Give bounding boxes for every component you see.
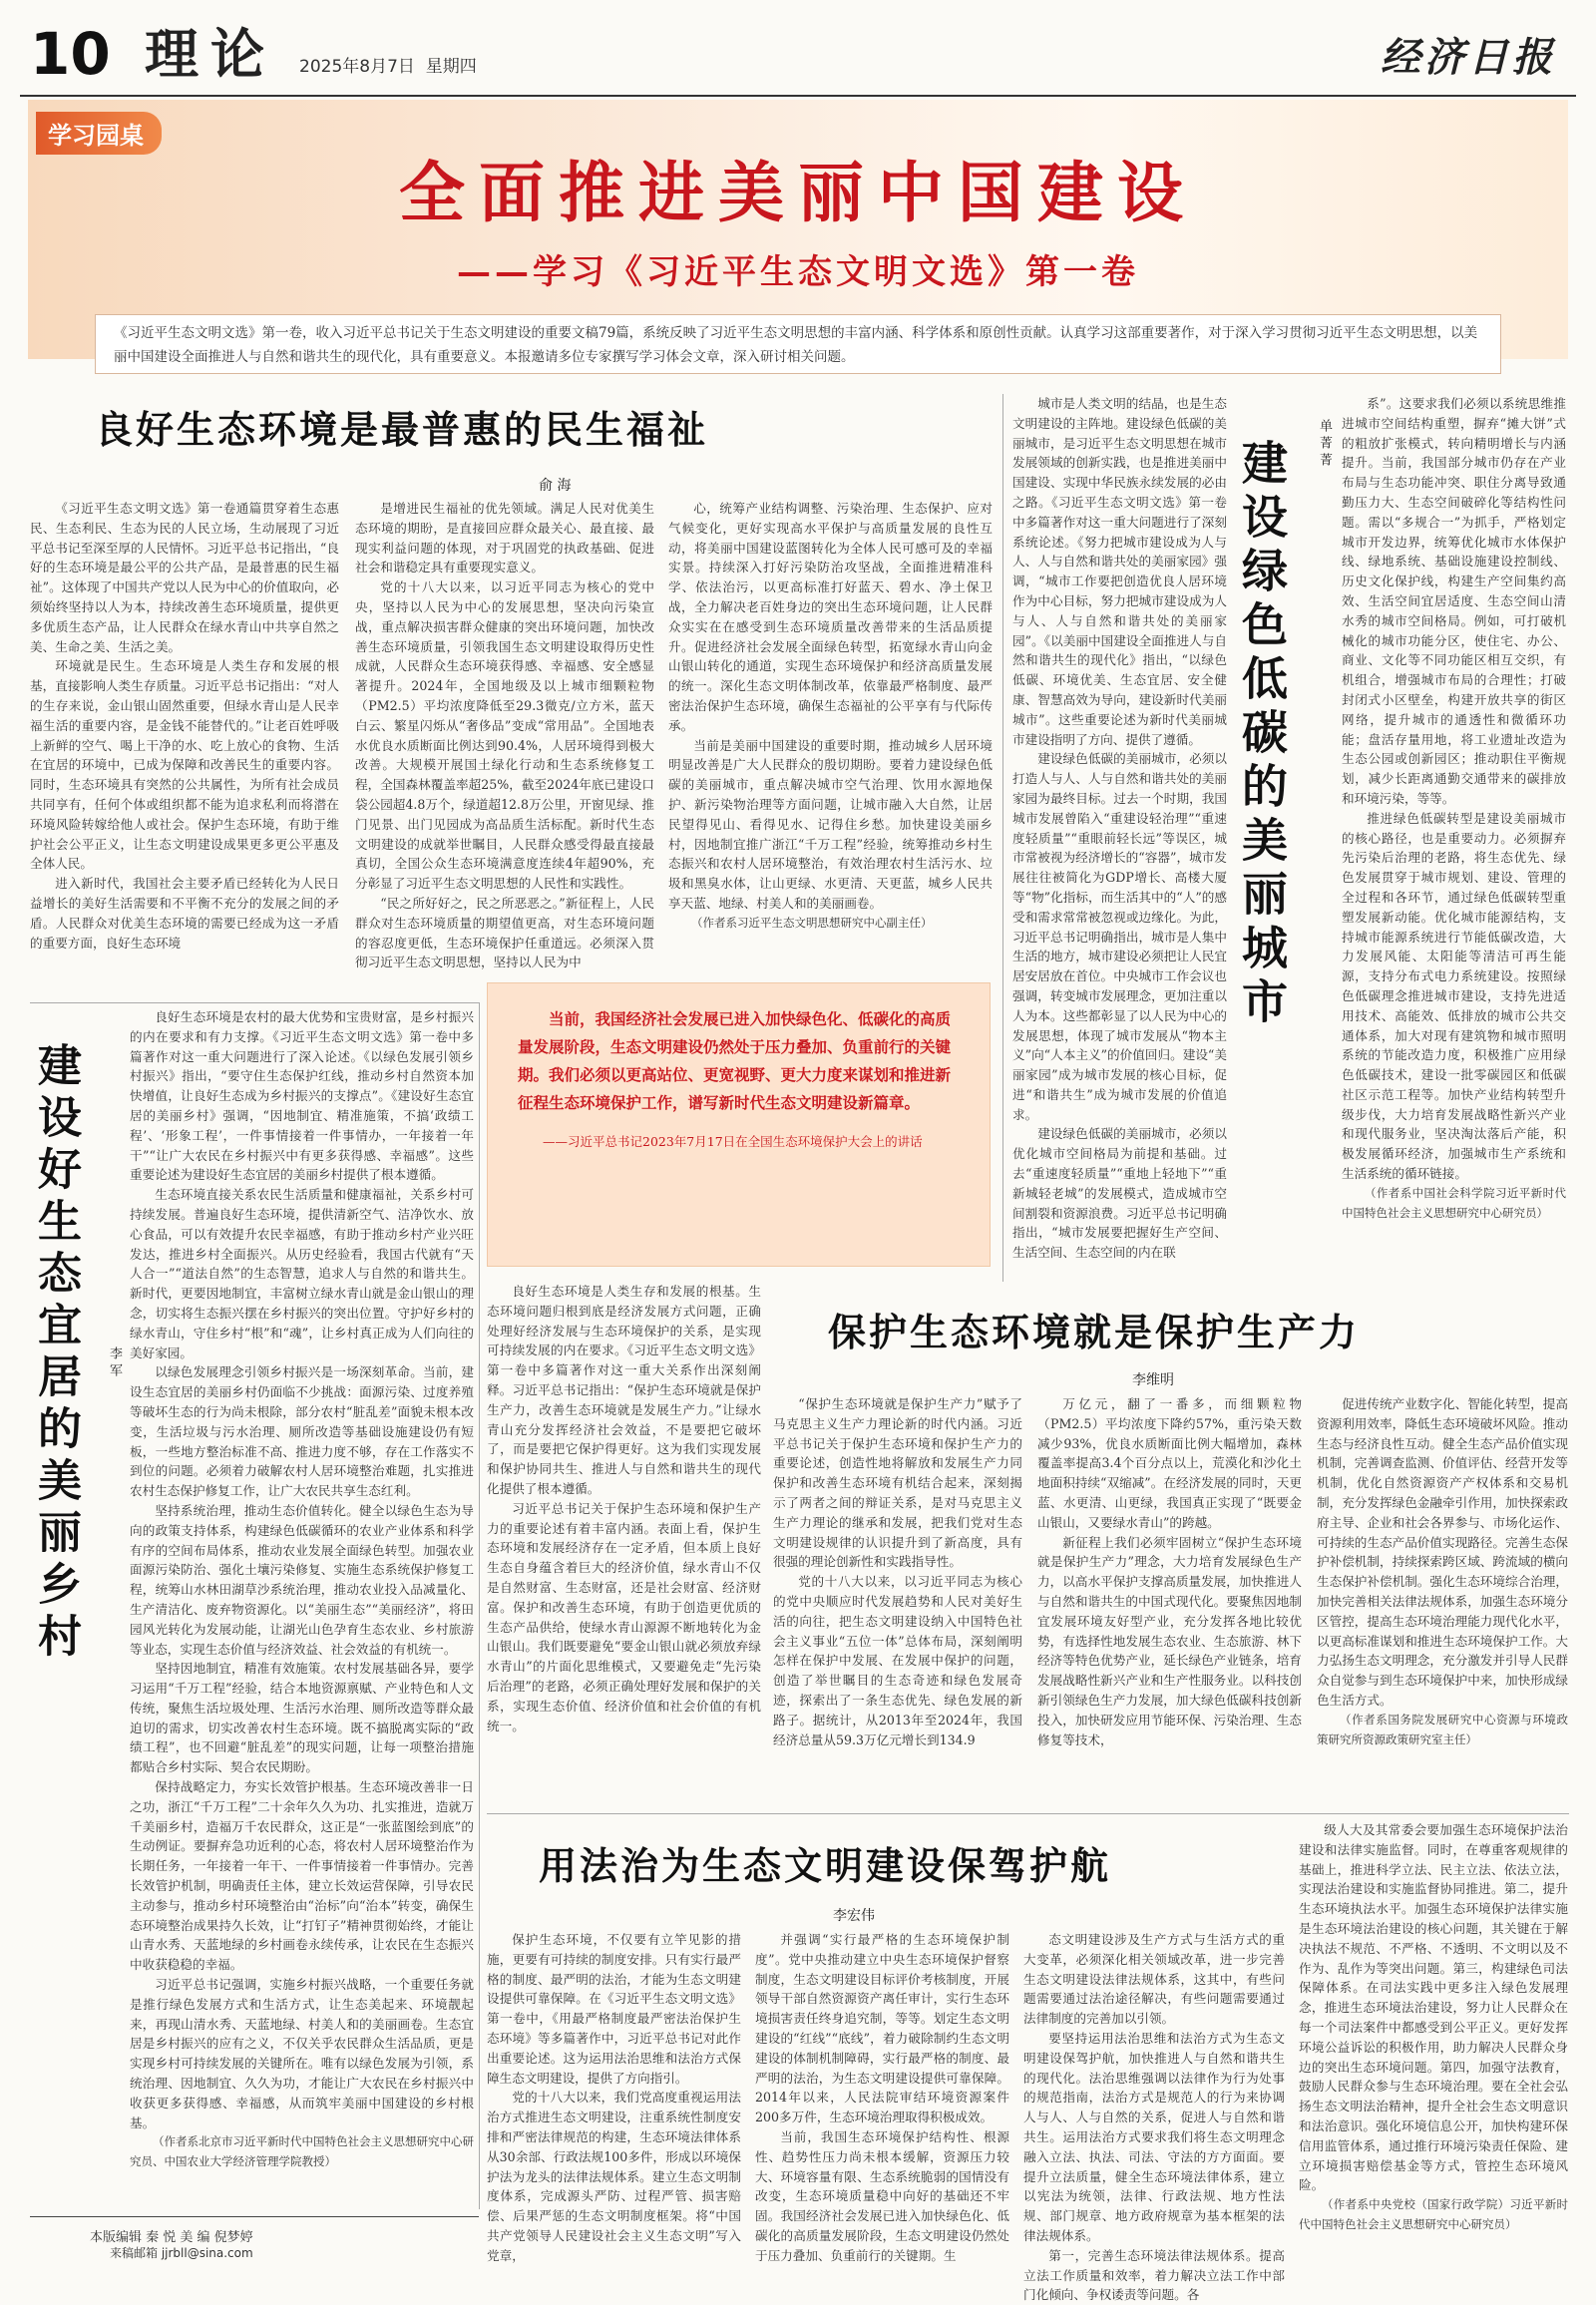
- article-1-column-1: [30, 499, 339, 992]
- paragraph: 建设绿色低碳的美丽城市，必须以优化城市空间格局为前提和基础。过去“重速度轻质量”“重地上轻地下”“重新城轻老城”的发展模式，造成城市空间割裂和资源浪费。习近平总书记明确指出，“城市发展要把握好生产空间、生活空间、生态空间的内在联: [1012, 1126, 1227, 1261]
- paragraph: 万亿元，翻了一番多，而细颗粒物（PM2.5）平均浓度下降约57%，重污染天数减少93%，优良水质断面比例大幅增加，森林覆盖率提高3.4个百分点以上，荒漠化和沙化土地面积持续“双缩减”。在经济发展的同时，天更蓝、水更清、山更绿，我国真正实现了“既要金山银山，又要绿水青山”的跨越。: [1037, 1396, 1302, 1530]
- paragraph: 当前，我国生态环境保护结构性、根源性、趋势性压力尚未根本缓解，资源压力较大、环境容量有限、生态系统脆弱的国情没有改变，生态环境质量稳中向好的基础还不牢固。我国经济社会发展已进入加快绿色化、低碳化的高质量发展阶段，生态文明建设仍然处于压力叠加、负重前行的关键期。生: [755, 2128, 1009, 2263]
- date: 2025年8月7日: [299, 57, 415, 77]
- paragraph: 保持战略定力，夯实长效管护根基。生态环境改善非一日之功，浙江“千万工程”二十余年久久为功、扎实推进，造就万千美丽乡村，造福万千农民群众，这正是“一张蓝图绘到底”的生动例证。要摒弃急功近利的心态，将农村人居环境整治作为长期任务，一年接着一年干、一件事情接着一件事情办。完善长效管护机制，明确责任主体，建立长效运营保障，引导农民主动参与，推动乡村环境整治由“治标”向“治本”转变，确保生态环境整治成果持久长效，让“打钉子”精神贯彻始终，才能让山青水秀、天蓝地绿的乡村画卷永续传承，让农民在生态振兴中收获稳稳的幸福。: [130, 1779, 474, 1973]
- article-2-column-2: [1342, 394, 1566, 1282]
- author-note: （作者系北京市习近平新时代中国特色社会主义思想研究中心研究员、中国农业大学经济管理学院教授）: [130, 2134, 474, 2169]
- paragraph: 是增进民生福祉的优先领域。满足人民对优美生态环境的期盼，是直接回应群众最关心、最直接、最现实利益问题的体现，对于巩固党的执政基础、促进社会和谐稳定具有重要现实意义。: [355, 501, 654, 576]
- editor-credit: 本版编辑 秦 悦 美 编 倪梦婷: [90, 2230, 253, 2245]
- article-2-column-1: [1012, 394, 1227, 1282]
- column-divider: [1002, 394, 1003, 1282]
- section-divider: [487, 1813, 1569, 1814]
- author-note: （作者系习近平生态文明思想研究中心副主任）: [691, 915, 933, 930]
- paragraph: 环境就是民生。生态环境是人类生存和发展的根基，直接影响人类生存质量。习近平总书记指出：“对人的生存来说，金山银山固然重要，但绿水青山是人民幸福生活的重要内容，是金钱不能替代的。”让老百姓呼吸上新鲜的空气、喝上干净的水、吃上放心的食物、生活在宜居的环境中，已成为保障和改善民生的重要内容。同时，生态环境具有突然的公共属性，为所有社会成员共同享有，任何个体或组织都不能为追求私利而将潜在环境风险转嫁给他人或社会。保护生态环境，有助于维护社会公平正义，让生态文明建设成果更多更公平惠及全体人民。: [30, 658, 339, 872]
- article-5-author: 李宏伟: [833, 1908, 875, 1924]
- paragraph: 心，统筹产业结构调整、污染治理、生态保护、应对气候变化，更好实现高水平保护与高质量发展的良性互动，将美丽中国建设蓝图转化为全体人民可感可及的幸福实景。持续深入打好污染防治攻坚战，全面推进精准科学、依法治污，以更高标准打好蓝天、碧水、净土保卫战，全力解决老百姓身边的突出生态环境问题，让人民群众实实在在感受到生态环境质量改善带来的生活品质提升。促进经济社会发展全面绿色转型，拓宽绿水青山向金山银山转化的通道，实现生态环境保护和经济高质量发展的统一。深化生态文明体制改革，依靠最严格制度、最严密法治保护生态环境，确保生态福祉的公平享有与代际传承。: [668, 501, 993, 733]
- paragraph: 进入新时代，我国社会主要矛盾已经转化为人民日益增长的美好生活需要和不平衡不充分的发展之间的矛盾。人民群众对优美生态环境的需要已经成为这一矛盾的重要方面，良好生态环境: [30, 876, 339, 951]
- article-3-title: 建设好生态宜居的美丽乡村: [30, 1042, 81, 1665]
- paragraph: 坚持因地制宜，精准有效施策。农村发展基础各异，要学习运用“千万工程”经验，结合本地资源禀赋、产业特色和人文传统，聚焦生活垃圾处理、生活污水治理、厕所改造等群众最迫切的需求，切实改善农村生态环境。既不搞脱离实际的“政绩工程”，也不回避“脏乱差”的现实问题，让每一项整治措施都贴合乡村实际、契合农民期盼。: [130, 1661, 474, 1775]
- paragraph: 习近平总书记关于保护生态环境和保护生产力的重要论述有着丰富内涵。表面上看，保护生态环境和发展经济存在一定矛盾，但本质上良好生态自身蕴含着巨大的经济价值，绿水青山不仅是自然财富、生态财富，还是社会财富、经济财富。保护和改善生态环境，有助于创造更优质的生态产品供给，使绿水青山源源不断地转化为金山银山。我们既要避免“要金山银山就必须放弃绿水青山”的片面化思维模式，又要避免走“先污染后治理”的老路，必须正确处理好发展和保护的关系，实现生态价值、经济价值和社会价值的有机统一。: [487, 1500, 761, 1733]
- page-sub-title: ——学习《习近平生态文明文选》第一卷: [457, 252, 1139, 292]
- paragraph: 新征程上我们必须牢固树立“保护生态环境就是保护生产力”理念，大力培育发展绿色生产力，以高水平保护支撑高质量发展，加快推进人与自然和谐共生的中国式现代化。要聚焦因地制宜发展环境友好型产业，充分发挥各地比较优势，有选择性地发展生态农业、生态旅游、林下经济等特色优势产业，延长绿色产业链条，培育发展战略性新兴产业和生产性服务业。以科技创新引领绿色生产力发展，加大绿色低碳科技创新投入，加快研发应用节能环保、污染治理、生态修复等技术，: [1037, 1534, 1302, 1747]
- page-number: 10: [30, 20, 111, 88]
- article-4-column-0: [487, 1282, 761, 1810]
- author-note: （作者系国务院发展研究中心资源与环境政策研究所资源政策研究室主任）: [1317, 1712, 1568, 1746]
- article-3-author: 李军: [107, 1346, 122, 1380]
- paragraph: 生态环境直接关系农民生活质量和健康福祉，关系乡村可持续发展。普遍良好生态环境，提供清新空气、洁净饮水、放心食品，可以有效提升农民幸福感，有助于推动乡村产业兴旺发达，推进乡村全面振兴。从历史经验看，我国古代就有“天人合一”“道法自然”的生态智慧，追求人与自然的和谐共生。新时代，更要因地制宜，丰富树立绿水青山就是金山银山的理念，切实将生态振兴摆在乡村振兴的突出位置。守护好乡村的绿水青山，守住乡村“根”和“魂”，让乡村真正成为人们向往的美好家园。: [130, 1187, 474, 1360]
- paragraph: 态文明建设涉及生产方式与生活方式的重大变革，必须深化相关领域改革，进一步完善生态文明建设法律法规体系，这其中，有些问题需要通过法治途径解决，有些问题需要通过法律制度的完善加以引领。: [1023, 1932, 1285, 2027]
- article-1-column-2: [355, 499, 654, 992]
- article-2-author: 单菁菁: [1317, 419, 1332, 470]
- article-1-column-3: [668, 499, 993, 967]
- weekday: 星期四: [425, 57, 477, 77]
- paragraph: 党的十八大以来，以习近平同志为核心的党中央，坚持以人民为中心的发展思想，坚决向污染宣战，重点解决损害群众健康的突出环境问题，加快改善生态环境质量，引领我国生态文明建设取得历史性成就，人民群众生态环境获得感、幸福感、安全感显著提升。2024年，全国地级及以上城市细颗粒物（PM2.5）平均浓度降低至29.3微克/立方米，蓝天白云、繁星闪烁从“奢侈品”变成“常用品”。全国地表水优良水质断面比例达到90.4%，人居环境得到极大改善。大规模开展国土绿化行动和生态系统修复工程，全国森林覆盖率超25%，截至2024年底已建设口袋公园超4.8万个，绿道超12.8万公里，开窗见绿、推门见景、出门见园成为高品质生活标配。新时代生态文明建设的成就举世瞩目，人民群众感受得最直接最真切，全国公众生态环境满意度连续4年超90%，充分彰显了习近平生态文明思想的人民性和实践性。: [355, 579, 654, 892]
- paragraph: 习近平总书记强调，实施乡村振兴战略，一个重要任务就是推行绿色发展方式和生活方式，让生态美起来、环境靓起来，再现山清水秀、天蓝地绿、村美人和的美丽画卷。生态宜居是乡村振兴的应有之义，不仅关乎农民群众生活品质，更是实现乡村可持续发展的关键所在。唯有以绿色发展为引领，系统治理、因地制宜、久久为功，才能让广大农民在乡村振兴中收获更多获得感、幸福感，从而筑牢美丽中国建设的乡村根基。: [130, 1977, 474, 2130]
- paragraph: 保护生态环境，不仅要有立竿见影的措施，更要有可持续的制度安排。只有实行最严格的制度、最严明的法治，才能为生态文明建设提供可靠保障。在《习近平生态文明文选》第一卷中，《用最严格制度最严密法治保护生态环境》等多篇著作中，习近平总书记对此作出重要论述。这为运用法治思维和法治方式保障生态文明建设，提供了方向指引。: [487, 1932, 741, 2086]
- article-5-column-3: [1023, 1930, 1285, 2303]
- paragraph: 党的十八大以来，我们党高度重视运用法治方式推进生态文明建设，注重系统性制度安排和严密法律规范的构建，生态环境法律体系从30余部、行政法规100多件，形成以环境保护法为龙头的法律法规体系。建立生态文明制度体系，完成源头严防、过程严管、损害赔偿、后果严惩的生态文明制度框架。将“中国共产党领导人民建设社会主义生态文明”写入党章，: [487, 2090, 741, 2263]
- article-4-column-3: [1317, 1394, 1568, 1808]
- article-5-column-1: [487, 1930, 741, 2263]
- paragraph: 要坚持运用法治思维和法治方式为生态文明建设保驾护航，加快推进人与自然和谐共生的现代化。法治思维强调以法律作为行为处事的规范指南，法治方式是规范人的行为来协调人与人、人与自然的关系，促进人与自然和谐共生。运用法治方式要求我们将生态文明理念融入立法、执法、司法、守法的方方面面。要提升立法质量，健全生态环境法律体系，建立以宪法为统领，法律、行政法规、地方性法规、部门规章、地方政府规章为基本框架的法律法规体系。: [1023, 2030, 1285, 2243]
- header-rule: [20, 95, 1576, 97]
- section-divider: [30, 1002, 479, 1003]
- page-main-title: 全面推进美丽中国建设: [399, 155, 1197, 231]
- author-note: （作者系中国社会科学院习近平新时代中国特色社会主义思想研究中心研究员）: [1342, 1185, 1566, 1220]
- paragraph: 第一，完善生态环境法律法规体系。提高立法工作质量和效率，着力解决立法工作中部门化倾向、争权诿责等问题。各: [1023, 2247, 1285, 2303]
- paragraph: 级人大及其常委会要加强生态环境保护法治建设和法律实施监督。同时，在尊重客观规律的基础上，推进科学立法、民主立法、依法立法，实现法治建设和实施监督协同推进。第二，提升生态环境执法水平。加强生态环境保护法律实施是生态环境法治建设的核心问题，其关键在于解决执法不规范、不严格、不透明、不文明以及不作为、乱作为等突出问题。第三，构建绿色司法保障体系。在司法实践中更多注入绿色发展理念，推进生态环境法治建设，努力让人民群众在每一个司法案件中都感受到公平正义。更好发挥环境公益诉讼的积极作用，助力解决人民群众身边的突出生态环境问题。第四，加强守法教育，鼓励人民群众参与生态环境治理。要在全社会弘扬生态文明法治精神，提升全社会生态文明意识和法治意识。强化环境信息公开，加快构建环保信用监管体系，通过推行环境污染责任保险、建立环境损害赔偿基金等方式，管控生态环境风险。: [1299, 1822, 1568, 2193]
- paragraph: 促进传统产业数字化、智能化转型，提高资源利用效率，降低生态环境破坏风险。推动生态与经济良性互动。健全生态产品价值实现机制，完善调查监测、价值评估、经营开发等机制，优化自然资源资产产权体系和交易机制，充分发挥绿色金融牵引作用，加快探索政府主导、企业和社会各界参与、市场化运作、可持续的生态产品价值实现路径。完善生态保护补偿机制，持续探索跨区域、跨流域的横向生态保护补偿机制。强化生态环境综合治理，加快完善相关法律法规体系，加强生态环境分区管控，提高生态环境治理能力现代化水平，以更高标准谋划和推进生态环境保护工作。大力弘扬生态文明理念，充分激发并引导人民群众自觉参与到生态环境保护中来，加快形成绿色生活方式。: [1317, 1396, 1568, 1708]
- paragraph: 《习近平生态文明文选》第一卷通篇贯穿着生态惠民、生态利民、生态为民的人民立场，生动展现了习近平总书记至深至厚的人民情怀。习近平总书记指出，“良好的生态环境是最公平的公共产品，是最普惠的民生福祉”。这体现了中国共产党以人民为中心的价值取向，必须始终坚持以人为本，持续改善生态环境质量，提供更多优质生态产品，让人民群众在绿水青山中共享自然之美、生命之美、生活之美。: [30, 501, 339, 654]
- paragraph: 推进绿色低碳转型是建设美丽城市的核心路径，也是重要动力。必须摒弃先污染后治理的老路，将生态优先、绿色发展贯穿于城市规划、建设、管理的全过程和各环节，通过绿色低碳转型重塑发展新动能。优化城市能源结构，支持城市能源系统进行节能低碳改造，大力发展风能、太阳能等清洁可再生能源，支持分布式电力系统建设。按照绿色低碳理念推进城市建设，支持先进适用技术、高能效、低排放的城市公共交通体系，加大对现有建筑物和城市照明系统的节能改造力度，积极推广应用绿色低碳技术，建设一批零碳园区和低碳社区示范工程等。加快产业结构转型升级步伐，大力培育发展战略性新兴产业和现代服务业，坚决淘汰落后产能，积极发展循环经济，加强城市生产系统和生活系统的循环链接。: [1342, 810, 1566, 1182]
- submission-email: 来稿邮箱 jjrbll@sina.com: [110, 2246, 253, 2260]
- article-1-title: 良好生态环境是最普惠的民生福祉: [95, 407, 709, 452]
- paragraph: 当前是美丽中国建设的重要时期，推动城乡人居环境明显改善是广大人民群众的殷切期盼。要着力建设绿色低碳的美丽城市，重点解决城市空气治理、饮用水源地保护、新污染物治理等方面问题，让城市融入大自然，让居民望得见山、看得见水、记得住乡愁。加快建设美丽乡村，因地制宜推广浙江“千万工程”经验，统筹推动乡村生态振兴和农村人居环境整治，有效治理农村生活污水、垃圾和黑臭水体，让山更绿、水更清、天更蓝，城乡人民共享天蓝、地绿、村美人和的美丽画卷。: [668, 737, 993, 911]
- column-tag: 学习园桌: [36, 112, 162, 155]
- paragraph: 城市是人类文明的结晶，也是生态文明建设的主阵地。建设绿色低碳的美丽城市，是习近平生态文明思想在城市发展领域的创新实践，也是推进美丽中国建设、实现中华民族永续发展的必由之路。《习近平生态文明文选》第一卷中多篇著作对这一重大问题进行了深刻系统论述。《努力把城市建设成为人与人、人与自然和谐共处的美丽家园》强调，“城市工作要把创造优良人居环境作为中心目标，努力把城市建设成为人与人、人与自然和谐共处的美丽家园”。《以美丽中国建设全面推进人与自然和谐共生的现代化》指出，“以绿色低碳、环境优美、生态宜居、安全健康、智慧高效为导向，建设新时代美丽城市”。这些重要论述为新时代美丽城市建设指明了方向、提供了遵循。: [1012, 396, 1227, 747]
- quote-source: ——习近平总书记2023年7月17日在全国生态环境保护大会上的讲话: [543, 1134, 923, 1149]
- quote-text: 当前，我国经济社会发展已进入加快绿色化、低碳化的高质量发展阶段，生态文明建设仍然处于压力叠加、负重前行的关键期。我们必须以更高站位、更宽视野、更大力度来谋划和推进新征程生态环境保护工作，谱写新时代生态文明建设新篇章。: [518, 1010, 952, 1112]
- column-divider: [479, 1002, 480, 2209]
- article-5-column-2: [755, 1930, 1009, 2263]
- paragraph: 良好生态环境是人类生存和发展的根基。生态环境问题归根到底是经济发展方式问题，正确处理好经济发展与生态环境保护的关系，是实现可持续发展的内在要求。《习近平生态文明文选》第一卷中多篇著作对这一重大关系作出深刻阐释。习近平总书记指出：“保护生态环境就是保护生产力，改善生态环境就是发展生产力。”让绿水青山充分发挥经济社会效益，不是要把它破坏了，而是要把它保护得更好。这为我们实现发展和保护协同共生、推进人与自然和谐共生的现代化提供了根本遵循。: [487, 1284, 761, 1496]
- article-5-column-4: [1299, 1820, 1568, 2231]
- paragraph: 系”。这要求我们必须以系统思维推进城市空间结构重塑，摒弃“摊大饼”式的粗放扩张模式，转向精明增长与内涵提升。当前，我国部分城市仍存在产业布局与生态功能冲突、职住分离导致通勤压力大、生态空间破碎化等结构性问题。需以“多规合一”为抓手，严格划定城市开发边界，统筹优化城市水体保护线、绿地系统、基础设施建设控制线、历史文化保护线，构建生产空间集约高效、生活空间宜居适度、生态空间山清水秀的城市空间格局。例如，可打破机械化的城市功能分区，使住宅、办公、商业、文化等不同功能区相互交织，有机组合，增强城市布局的合理性；打破封闭式小区壁垒，构建开放共享的街区网络，提升城市的通透性和微循环功能；盘活存量用地，将工业遗址改造为生态公园或创新园区；推动职住平衡规划，减少长距离通勤交通带来的碳排放和环境污染，等等。: [1342, 396, 1566, 806]
- article-4-column-2: [1037, 1394, 1302, 1808]
- paragraph: 良好生态环境是农村的最大优势和宝贵财富，是乡村振兴的内在要求和有力支撑。《习近平生态文明文选》第一卷中多篇著作对这一重大问题进行了深入论述。《以绿色发展引领乡村振兴》指出，“要守住生态保护红线，推动乡村自然资本加快增值，让良好生态成为乡村振兴的支撑点”。《建设好生态宜居的美丽乡村》强调，“因地制宜、精准施策，不搞‘政绩工程’、‘形象工程’，一件事情接着一件事情办，一年接着一年干”“让广大农民在乡村振兴中有更多获得感、幸福感”。这些重要论述为建设好生态宜居的美丽乡村提供了根本遵循。: [130, 1009, 474, 1183]
- paragraph: 建设绿色低碳的美丽城市，必须以打造人与人、人与自然和谐共处的美丽家园为最终目标。过去一个时期，我国城市发展曾陷入“重建设轻治理”“重速度轻质量”“重眼前轻长远”等误区，城市常被视为经济增长的“容器”，城市发展往往被简化为GDP增长、高楼大厦等“物”化指标，而生活其中的“人”的感受和需求常常被忽视或边缘化。为此，习近平总书记明确指出，城市是人集中生活的地方，城市建设必须把让人民宜居安居放在首位。中央城市工作会议也强调，转变城市发展理念，更加注重以人为本。这些都彰显了以人民为中心的发展思想，体现了城市发展从“物本主义”向“人本主义”的价值回归。建设“美丽家园”成为城市发展的核心目标，促进“和谐共生”成为城市发展的价值追求。: [1012, 751, 1227, 1122]
- paragraph: 以绿色发展理念引领乡村振兴是一场深刻革命。当前，建设生态宜居的美丽乡村仍面临不少挑战：面源污染、过度养殖等破坏生态的行为尚未根除，部分农村“脏乱差”面貌未根本改变，生活垃圾与污水治理、厕所改造等基础设施建设仍有短板，一些地方整治标准不高、推进力度不够，存在工作落实不到位的问题。必须着力破解农村人居环境整治难题，扎实推进农村生态保护修复工作，让广大农民共享生态红利。: [130, 1364, 474, 1499]
- paragraph: “民之所好好之，民之所恶恶之。”新征程上，人民群众对生态环境质量的期望值更高，对生态环境问题的容忍度更低，生态环境保护任重道远。必须深入贯彻习近平生态文明思想，坚持以人民为中: [355, 895, 654, 970]
- article-4-column-1: [773, 1394, 1022, 1808]
- article-5-title: 用法治为生态文明建设保驾护航: [539, 1843, 1112, 1888]
- article-4-author: 李维明: [1132, 1372, 1174, 1388]
- date-line: [299, 52, 477, 77]
- article-3-column: [130, 1007, 474, 2209]
- editor-intro: 《习近平生态文明文选》第一卷，收入习近平总书记关于生态文明建设的重要文稿79篇，系统反映了习近平生态文明思想的丰富内涵、科学体系和原创性贡献。认真学习这部重要著作，对于深入学习贯彻习近平生态文明思想，以美丽中国建设全面推进人与自然和谐共生的现代化，具有重要意义。本报邀请多位专家撰写学习体会文章，深入研讨相关问题。: [95, 314, 1501, 374]
- newspaper-logo: 经济日报: [1381, 34, 1556, 81]
- paragraph: “保护生态环境就是保护生产力”赋予了马克思主义生产力理论新的时代内涵。习近平总书记关于保护生态环境和保护生产力的重要论述，创造性地将解放和发展生产力同保护和改善生态环境有机结合起来，深刻揭示了两者之间的辩证关系，是对马克思主义生产力理论的继承和发展，把我们党对生态文明建设规律的认识提升到了新高度，具有很强的理论创新性和实践指导性。: [773, 1396, 1022, 1570]
- paragraph: 并强调“实行最严格的生态环境保护制度”。党中央推动建立中央生态环境保护督察制度，生态文明建设目标评价考核制度，开展领导干部自然资源资产离任审计，实行生态环境损害责任终身追究制，等等。划定生态文明建设的“红线”“底线”，着力破除制约生态文明建设的体制机制障碍，实行最严格的制度、最严明的法治，为生态文明建设提供可靠保障。2014年以来，人民法院审结环境资源案件200多万件，生态环境治理取得积极成效。: [755, 1932, 1009, 2125]
- footer-rule: [30, 2216, 479, 2217]
- section-name: 理论: [145, 22, 276, 86]
- article-4-title: 保护生态环境就是保护生产力: [828, 1310, 1361, 1354]
- author-note: （作者系中央党校（国家行政学院）习近平新时代中国特色社会主义思想研究中心研究员）: [1299, 2197, 1568, 2231]
- article-1-author: 俞 海: [539, 478, 572, 494]
- paragraph: 党的十八大以来，以习近平同志为核心的党中央顺应时代发展趋势和人民对美好生活的向往，把生态文明建设纳入中国特色社会主义事业“五位一体”总体布局，深刻阐明怎样在保护中发展、在发展中保护的问题，创造了举世瞩目的生态奇迹和绿色发展奇迹，探索出了一条生态优先、绿色发展的新路子。据统计，从2013年至2024年，我国经济总量从59.3万亿元增长到134.9: [773, 1574, 1022, 1747]
- quote-box: [487, 982, 991, 1267]
- paragraph: 坚持系统治理，推动生态价值转化。健全以绿色生态为导向的政策支持体系，构建绿色低碳循环的农业产业体系和科学有序的空间布局体系，推动农业发展全面绿色转型。加强农业面源污染防治、强化土壤污染修复、实施生态系统保护修复工程，统筹山水林田湖草沙系统治理，推动农业投入品减量化、生产清洁化、废弃物资源化。以“美丽生态”“美丽经济”，将田园风光转化为发展动能，让湖光山色孕育生态农业、乡村旅游等业态，实现生态价值与经济效益、社会效益的有机统一。: [130, 1502, 474, 1657]
- article-2-title: 建设绿色低碳的美丽城市: [1235, 439, 1289, 1031]
- footer-credits: [90, 2226, 253, 2245]
